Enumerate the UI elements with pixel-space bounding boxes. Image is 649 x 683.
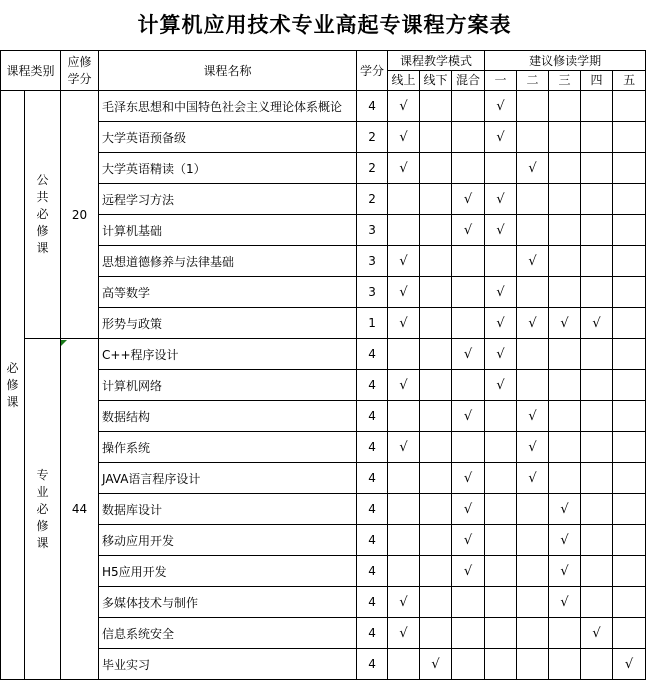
course-name: 毛泽东思想和中国特色社会主义理论体系概论 <box>99 91 357 122</box>
check-mark: √ <box>399 284 408 300</box>
course-name: 高等数学 <box>99 277 357 308</box>
mode-cell <box>388 649 420 680</box>
check-mark: √ <box>496 377 505 393</box>
mode-cell <box>452 649 485 680</box>
mode-cell <box>420 122 452 153</box>
term-cell <box>549 122 581 153</box>
term-cell <box>485 246 517 277</box>
course-credit: 3 <box>357 215 388 246</box>
mode-cell <box>420 277 452 308</box>
mode-cell <box>388 494 420 525</box>
term-cell <box>517 463 549 494</box>
check-mark: √ <box>463 222 473 238</box>
term-cell <box>613 587 646 618</box>
course-credit: 3 <box>357 277 388 308</box>
mode-cell <box>388 277 420 308</box>
mode-cell <box>452 432 485 463</box>
term-cell <box>485 494 517 525</box>
course-name: 计算机网络 <box>99 370 357 401</box>
check-mark: √ <box>496 191 505 207</box>
term-cell <box>517 525 549 556</box>
term-cell <box>485 401 517 432</box>
section-required-credits: 20 <box>61 91 99 339</box>
term-cell <box>613 246 646 277</box>
term-cell <box>517 587 549 618</box>
term-cell <box>517 246 549 277</box>
term-cell <box>549 494 581 525</box>
term-cell <box>485 91 517 122</box>
mode-cell <box>420 184 452 215</box>
header-credit: 学分 <box>357 51 388 91</box>
term-cell <box>549 277 581 308</box>
mode-cell <box>388 91 420 122</box>
term-cell <box>517 184 549 215</box>
term-cell <box>549 246 581 277</box>
term-cell <box>613 215 646 246</box>
term-cell <box>485 432 517 463</box>
mode-cell <box>420 649 452 680</box>
mode-cell <box>388 339 420 370</box>
term-cell <box>517 215 549 246</box>
course-name: 多媒体技术与制作 <box>99 587 357 618</box>
mode-cell <box>420 618 452 649</box>
mode-cell <box>388 401 420 432</box>
course-credit: 4 <box>357 370 388 401</box>
course-credit: 4 <box>357 432 388 463</box>
term-cell <box>485 339 517 370</box>
header-required-credits <box>61 51 99 91</box>
term-cell <box>549 463 581 494</box>
term-cell <box>517 556 549 587</box>
term-cell <box>581 215 613 246</box>
mode-cell <box>388 122 420 153</box>
mode-cell <box>452 401 485 432</box>
mode-cell <box>388 618 420 649</box>
mode-cell <box>420 401 452 432</box>
mode-cell <box>388 525 420 556</box>
mode-cell <box>452 463 485 494</box>
mode-cell <box>452 494 485 525</box>
mode-cell <box>452 308 485 339</box>
course-name: 思想道德修养与法律基础 <box>99 246 357 277</box>
mode-cell <box>452 122 485 153</box>
course-name: 大学英语预备级 <box>99 122 357 153</box>
term-cell <box>613 370 646 401</box>
check-mark: √ <box>463 346 473 362</box>
term-cell <box>549 91 581 122</box>
category-main-text: 必修课 <box>6 360 19 409</box>
check-mark: √ <box>399 98 408 114</box>
term-cell <box>549 649 581 680</box>
mode-cell <box>452 587 485 618</box>
mode-cell <box>420 215 452 246</box>
course-credit: 4 <box>357 525 388 556</box>
header-term-5: 五 <box>613 71 646 91</box>
mode-cell <box>388 215 420 246</box>
term-cell <box>613 618 646 649</box>
term-cell <box>613 556 646 587</box>
category-section <box>25 91 61 339</box>
term-cell <box>485 525 517 556</box>
mode-cell <box>420 91 452 122</box>
mode-cell <box>452 215 485 246</box>
check-mark: √ <box>463 501 473 517</box>
term-cell <box>485 277 517 308</box>
header-mode-offline: 线下 <box>420 71 452 91</box>
page-title: 计算机应用技术专业高起专课程方案表 <box>137 12 512 37</box>
mode-cell <box>420 308 452 339</box>
term-cell <box>485 308 517 339</box>
term-cell <box>549 525 581 556</box>
course-name: 计算机基础 <box>99 215 357 246</box>
term-cell <box>549 339 581 370</box>
mode-cell <box>388 556 420 587</box>
term-cell <box>549 401 581 432</box>
course-credit: 4 <box>357 618 388 649</box>
term-cell <box>581 463 613 494</box>
mode-cell <box>388 587 420 618</box>
term-cell <box>613 122 646 153</box>
term-cell <box>485 215 517 246</box>
term-cell <box>613 432 646 463</box>
mode-cell <box>452 339 485 370</box>
term-cell <box>581 122 613 153</box>
term-cell <box>485 463 517 494</box>
mode-cell <box>420 556 452 587</box>
term-cell <box>581 525 613 556</box>
table-row <box>1 339 646 370</box>
term-cell <box>581 432 613 463</box>
term-cell <box>517 339 549 370</box>
term-cell <box>485 618 517 649</box>
course-name: 形势与政策 <box>99 308 357 339</box>
section-required-credits: 44 <box>61 339 99 680</box>
check-mark: √ <box>463 563 473 579</box>
course-name: JAVA语言程序设计 <box>99 463 357 494</box>
term-cell <box>485 370 517 401</box>
term-cell <box>613 184 646 215</box>
term-cell <box>581 618 613 649</box>
mode-cell <box>420 463 452 494</box>
course-credit: 4 <box>357 91 388 122</box>
mode-cell <box>420 494 452 525</box>
check-mark: √ <box>431 656 440 672</box>
header-course-name: 课程名称 <box>99 51 357 91</box>
term-cell <box>581 370 613 401</box>
term-cell <box>517 308 549 339</box>
header-term-group: 建议修读学期 <box>485 51 646 71</box>
check-mark: √ <box>463 191 473 207</box>
header-term-3: 三 <box>549 71 581 91</box>
course-credit: 4 <box>357 401 388 432</box>
check-mark: √ <box>496 284 505 300</box>
check-mark: √ <box>528 160 537 176</box>
header-row-1 <box>1 51 646 71</box>
check-mark: √ <box>463 408 473 424</box>
mode-cell <box>388 308 420 339</box>
course-credit: 4 <box>357 556 388 587</box>
check-mark: √ <box>560 501 569 517</box>
check-mark: √ <box>399 625 408 641</box>
course-name: 数据结构 <box>99 401 357 432</box>
mode-cell <box>452 618 485 649</box>
check-mark: √ <box>399 377 408 393</box>
term-cell <box>613 277 646 308</box>
mode-cell <box>452 556 485 587</box>
term-cell <box>517 401 549 432</box>
mode-cell <box>452 370 485 401</box>
check-mark: √ <box>528 408 537 424</box>
course-credit: 4 <box>357 339 388 370</box>
course-name: 操作系统 <box>99 432 357 463</box>
term-cell <box>517 432 549 463</box>
check-mark: √ <box>528 439 537 455</box>
mode-cell <box>420 153 452 184</box>
mode-cell <box>388 432 420 463</box>
term-cell <box>517 494 549 525</box>
term-cell <box>613 525 646 556</box>
course-name: 远程学习方法 <box>99 184 357 215</box>
header-mode-mixed: 混合 <box>452 71 485 91</box>
term-cell <box>485 587 517 618</box>
course-name: 数据库设计 <box>99 494 357 525</box>
term-cell <box>485 122 517 153</box>
category-section-text: 公共必修课 <box>36 173 49 255</box>
category-main <box>1 91 25 680</box>
check-mark: √ <box>496 222 505 238</box>
mode-cell <box>388 153 420 184</box>
check-mark: √ <box>560 532 569 548</box>
term-cell <box>581 401 613 432</box>
term-cell <box>549 556 581 587</box>
term-cell <box>581 339 613 370</box>
course-name: 信息系统安全 <box>99 618 357 649</box>
term-cell <box>549 587 581 618</box>
course-credit: 2 <box>357 184 388 215</box>
mode-cell <box>452 525 485 556</box>
mode-cell <box>388 370 420 401</box>
term-cell <box>485 556 517 587</box>
term-cell <box>613 494 646 525</box>
check-mark: √ <box>624 656 634 672</box>
header-category: 课程类别 <box>1 51 61 91</box>
check-mark: √ <box>463 470 473 486</box>
check-mark: √ <box>528 470 537 486</box>
course-credit: 1 <box>357 308 388 339</box>
term-cell <box>549 308 581 339</box>
check-mark: √ <box>496 346 505 362</box>
term-cell <box>581 153 613 184</box>
mode-cell <box>420 339 452 370</box>
check-mark: √ <box>496 129 505 145</box>
check-mark: √ <box>399 253 408 269</box>
term-cell <box>613 91 646 122</box>
course-name: C++程序设计 <box>99 339 357 370</box>
course-credit: 4 <box>357 587 388 618</box>
mode-cell <box>388 246 420 277</box>
cell-comment-marker <box>61 340 67 346</box>
term-cell <box>517 649 549 680</box>
header-mode-online: 线上 <box>388 71 420 91</box>
term-cell <box>581 184 613 215</box>
mode-cell <box>420 432 452 463</box>
term-cell <box>549 184 581 215</box>
mode-cell <box>452 277 485 308</box>
term-cell <box>517 91 549 122</box>
check-mark: √ <box>592 625 601 641</box>
check-mark: √ <box>496 98 505 114</box>
mode-cell <box>420 587 452 618</box>
term-cell <box>581 587 613 618</box>
term-cell <box>613 308 646 339</box>
term-cell <box>613 649 646 680</box>
term-cell <box>613 401 646 432</box>
course-name: H5应用开发 <box>99 556 357 587</box>
course-credit: 4 <box>357 649 388 680</box>
term-cell <box>581 246 613 277</box>
term-cell <box>517 277 549 308</box>
mode-cell <box>420 525 452 556</box>
check-mark: √ <box>560 594 569 610</box>
term-cell <box>485 184 517 215</box>
term-cell <box>581 308 613 339</box>
course-name: 大学英语精读（1） <box>99 153 357 184</box>
term-cell <box>549 215 581 246</box>
check-mark: √ <box>399 160 408 176</box>
check-mark: √ <box>496 315 505 331</box>
term-cell <box>485 649 517 680</box>
term-cell <box>613 339 646 370</box>
mode-cell <box>388 463 420 494</box>
check-mark: √ <box>592 315 601 331</box>
check-mark: √ <box>528 253 537 269</box>
term-cell <box>581 277 613 308</box>
term-cell <box>517 122 549 153</box>
mode-cell <box>420 370 452 401</box>
header-term-2: 二 <box>517 71 549 91</box>
course-credit: 2 <box>357 153 388 184</box>
term-cell <box>581 556 613 587</box>
mode-cell <box>452 153 485 184</box>
table-row <box>1 91 646 122</box>
course-credit: 3 <box>357 246 388 277</box>
term-cell <box>549 370 581 401</box>
course-credit: 2 <box>357 122 388 153</box>
term-cell <box>581 494 613 525</box>
mode-cell <box>452 91 485 122</box>
category-section-text: 专业必修课 <box>36 467 49 550</box>
mode-cell <box>452 184 485 215</box>
term-cell <box>613 153 646 184</box>
course-name: 移动应用开发 <box>99 525 357 556</box>
term-cell <box>549 153 581 184</box>
term-cell <box>581 91 613 122</box>
mode-cell <box>420 246 452 277</box>
term-cell <box>613 463 646 494</box>
header-term-4: 四 <box>581 71 613 91</box>
term-cell <box>581 649 613 680</box>
category-section <box>25 339 61 680</box>
header-term-1: 一 <box>485 71 517 91</box>
term-cell <box>549 618 581 649</box>
course-name: 毕业实习 <box>99 649 357 680</box>
header-required-credits-text: 应修学分 <box>67 54 92 86</box>
check-mark: √ <box>399 594 408 610</box>
check-mark: √ <box>560 563 569 579</box>
term-cell <box>517 618 549 649</box>
check-mark: √ <box>399 439 408 455</box>
header-mode-group: 课程教学模式 <box>388 51 485 71</box>
term-cell <box>485 153 517 184</box>
term-cell <box>517 370 549 401</box>
mode-cell <box>388 184 420 215</box>
check-mark: √ <box>560 315 569 331</box>
term-cell <box>517 153 549 184</box>
course-plan-table <box>0 50 646 680</box>
course-credit: 4 <box>357 494 388 525</box>
check-mark: √ <box>399 315 408 331</box>
check-mark: √ <box>528 315 537 331</box>
check-mark: √ <box>463 532 473 548</box>
mode-cell <box>452 246 485 277</box>
course-credit: 4 <box>357 463 388 494</box>
check-mark: √ <box>399 129 408 145</box>
term-cell <box>549 432 581 463</box>
